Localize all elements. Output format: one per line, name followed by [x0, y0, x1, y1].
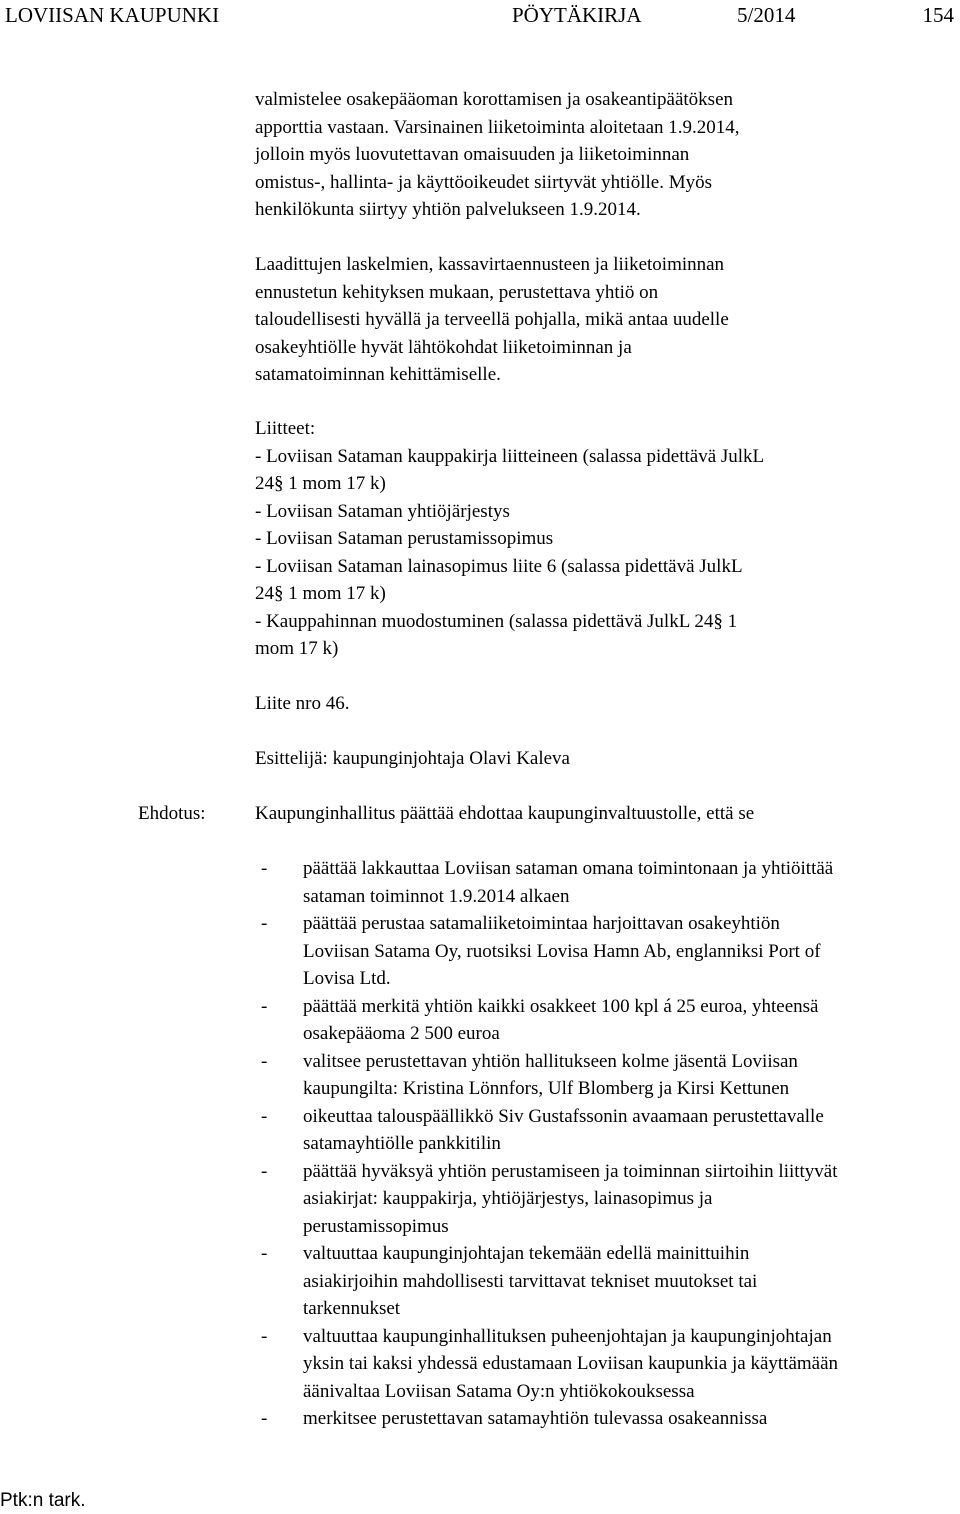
list-item: [255, 1103, 960, 1158]
list-item: [255, 855, 960, 910]
list-item-text: päättää merkitä yhtiön kaikki osakkeet 100 kpl á 25 euroa, yhteensä osakepääoma 2 500 euroa: [303, 995, 819, 1044]
paragraph-calculations: Laadittujen laskelmien, kassavirtaennusteen ja liiketoiminnan ennustetun kehityksen mukaan, perustettava yhtiö on taloudellisesti hyvällä ja terveellä pohjalla, mikä antaa uudelle osakeyhtiölle hyvät lähtökohdat liiketoiminnan ja satamatoiminnan kehittämiselle.: [255, 254, 729, 385]
header-organization: LOVIISAN KAUPUNKI: [5, 3, 220, 27]
list-dash: -: [261, 858, 268, 879]
list-item-text: päättää perustaa satamaliiketoimintaa harjoittavan osakeyhtiön Loviisan Satama Oy, ruotsiksi Lovisa Hamn Ab, englanniksi Port of Lovisa Ltd.: [303, 913, 821, 989]
list-item-text: oikeuttaa talouspäällikkö Siv Gustafssonin avaamaan perustettavalle satamayhtiölle pankkitilin: [303, 1105, 824, 1154]
paragraph-preparation: valmistelee osakepääoman korottamisen ja osakeantipäätöksen apporttia vastaan. Varsinainen liiketoiminta aloitetaan 1.9.2014, jolloin myös luovutettavan omaisuuden ja liiketoiminnan omistus-, hallinta- ja käyttöoikeudet siirtyvät yhtiölle. Myös henkilökunta siirtyy yhtiön palvelukseen 1.9.2014.: [255, 89, 740, 220]
proposal-list: [255, 855, 960, 1433]
list-item: [255, 1048, 960, 1103]
header-document-type: PÖYTÄKIRJA: [512, 3, 642, 27]
page-header: [0, 0, 960, 30]
list-item-text: valtuuttaa kaupunginhallituksen puheenjohtajan ja kaupunginjohtajan yksin tai kaksi yhdessä edustamaan Loviisan kaupunkia ja käyttämään äänivaltaa Loviisan Satama Oy:n yhtiökokouksessa: [303, 1325, 839, 1402]
footer-initials: Ptk:n tark.: [0, 1490, 86, 1511]
list-dash: -: [261, 1160, 268, 1182]
presenter-line: Esittelijä: kaupunginjohtaja Olavi Kaleva: [255, 748, 570, 769]
list-item: [255, 1323, 960, 1406]
list-item: [255, 993, 960, 1048]
list-item-text: päättää hyväksyä yhtiön perustamiseen ja toiminnan siirtoihin liittyvät asiakirjat: kauppakirja, yhtiöjärjestys, lainasopimus ja perustamissopimus: [303, 1160, 838, 1237]
proposal-intro: Kaupunginhallitus päättää ehdottaa kaupunginvaltuustolle, että se: [255, 803, 755, 824]
header-page-number: 154: [922, 3, 954, 27]
list-item: [255, 1158, 960, 1241]
attachment-number: Liite nro 46.: [255, 693, 350, 714]
list-item: [255, 1240, 960, 1323]
list-dash: -: [261, 995, 268, 1017]
list-item: [255, 910, 960, 993]
list-dash: -: [261, 1408, 268, 1429]
list-dash: -: [261, 1105, 268, 1127]
list-item-text: valtuuttaa kaupunginjohtajan tekemään edellä mainittuihin asiakirjoihin mahdollisesti tarvittavat tekniset muutokset tai tarkennukset: [303, 1243, 758, 1319]
list-dash: -: [261, 1050, 268, 1072]
list-dash: -: [261, 913, 268, 934]
proposal-label: Ehdotus:: [138, 803, 206, 824]
list-item-text: päättää lakkauttaa Loviisan sataman omana toimintonaan ja yhtiöittää sataman toiminnot 1.9.2014 alkaen: [303, 858, 834, 907]
attachments-list: Liitteet: - Loviisan Sataman kauppakirja liitteineen (salassa pidettävä JulkL 24§ 1 mom 17 k) - Loviisan Sataman yhtiöjärjestys - Loviisan Sataman perustamissopimus - Loviisan Sataman lainasopimus liite 6 (salassa pidettävä JulkL 24§ 1 mom 17 k) - Kauppahinnan muodostuminen (salassa pidettävä JulkL 24§ 1 mom 17 k): [255, 418, 765, 659]
list-dash: -: [261, 1243, 268, 1264]
header-document-number: 5/2014: [737, 3, 796, 27]
list-item: [255, 1405, 960, 1433]
list-item-text: valitsee perustettavan yhtiön hallitukseen kolme jäsentä Loviisan kaupungilta: Kristina Lönnfors, Ulf Blomberg ja Kirsi Kettunen: [303, 1050, 798, 1099]
list-item-text: merkitsee perustettavan satamayhtiön tulevassa osakeannissa: [303, 1408, 768, 1429]
list-dash: -: [261, 1325, 268, 1347]
